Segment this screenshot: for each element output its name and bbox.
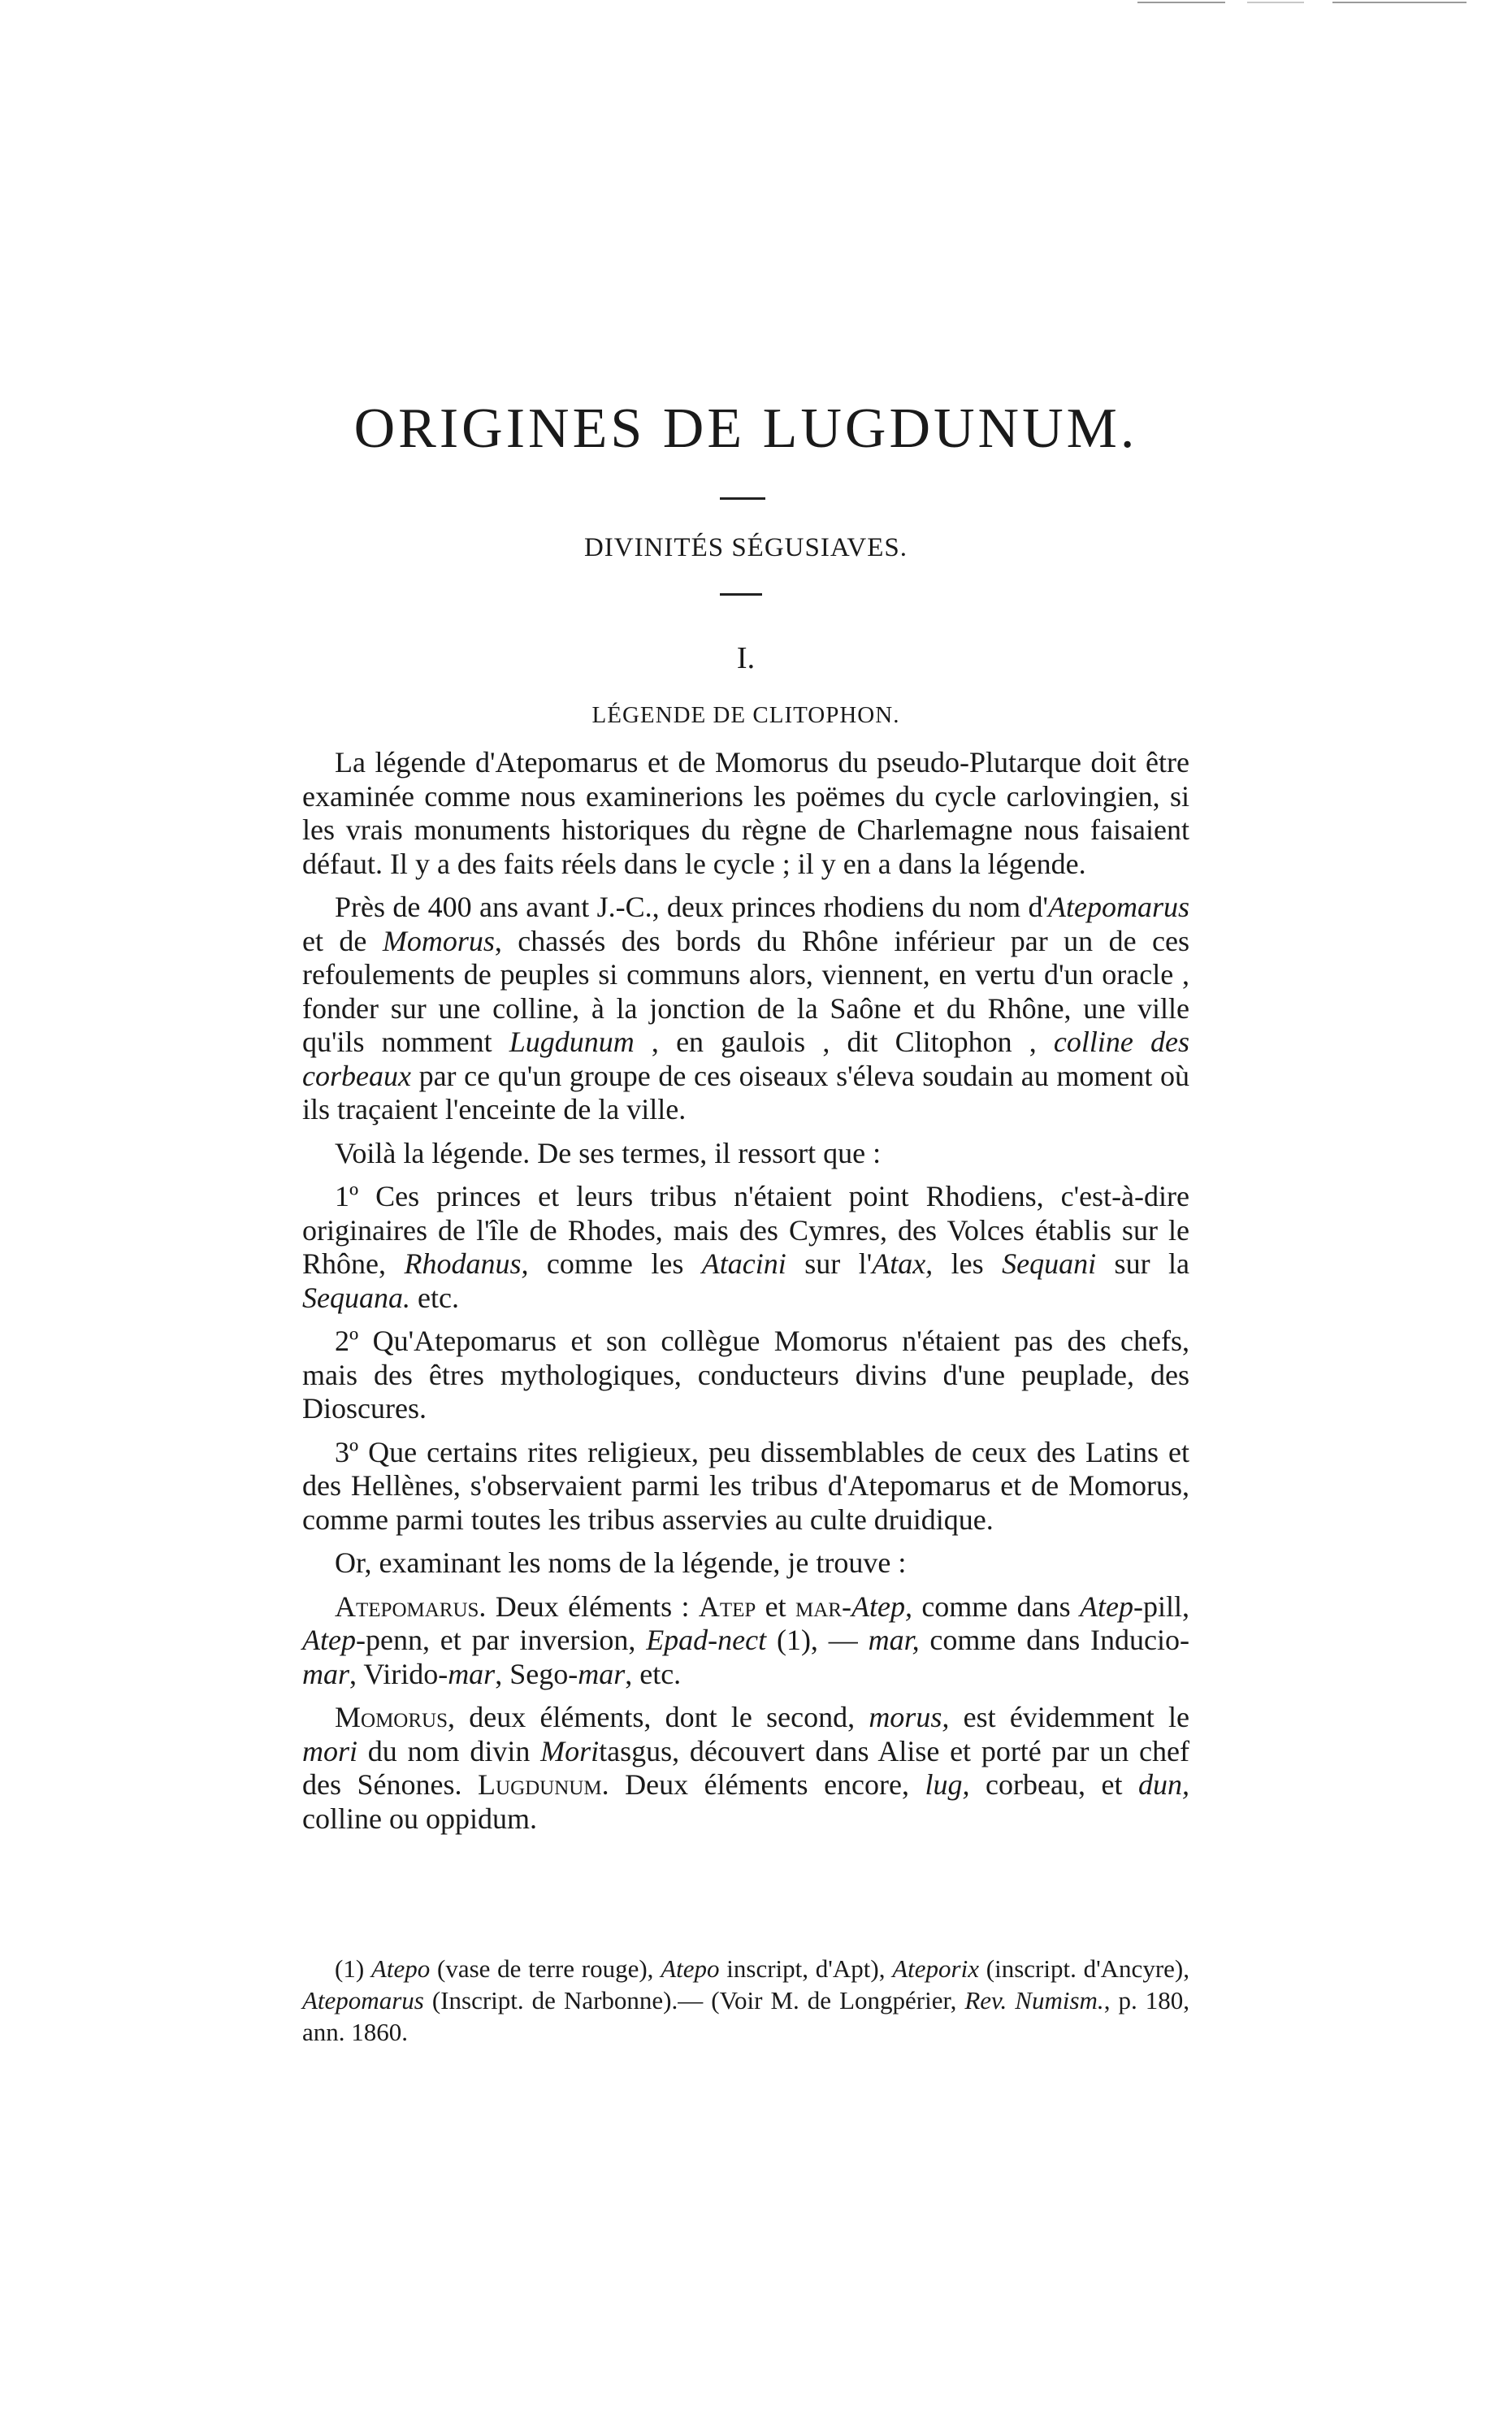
- text-run: 3º Que certains rites religieux, peu dissemblables de ceux des Latins et des Hellènes, s'observaient parmi les tribus d'Atepomarus et de Momorus, comme parmi toutes les tribus asservies au culte druidique.: [302, 1435, 1189, 1536]
- small-caps-term: Atep: [698, 1589, 756, 1623]
- italic-term: Lugdunum: [509, 1026, 635, 1058]
- text-run: (Inscript. de Narbonne).— (Voir M. de Longpérier,: [423, 1986, 965, 2014]
- text-run: par ce qu'un groupe de ces oiseaux s'éleva soudain au moment où ils traçaient l'enceinte de la ville.: [302, 1059, 1189, 1125]
- italic-term: dun,: [1138, 1768, 1189, 1801]
- italic-term: Rhodanus,: [404, 1247, 529, 1280]
- subtitle: DIVINITÉS SÉGUSIAVES.: [583, 533, 908, 562]
- paragraph-p1: [302, 746, 1189, 881]
- italic-term: Mori: [540, 1734, 600, 1767]
- footnotes: [302, 1953, 1189, 2048]
- italic-term: colline des corbeaux: [302, 1026, 1189, 1092]
- text-run: comme dans Inducio-: [919, 1624, 1189, 1656]
- text-run: , chassés des bords du Rhône inférieur par un de ces refoulements de peuples si communs alors, viennent, en vertu d'un oracle , fonder sur une colline, à la jonction de la Saône et du Rhône, une ville qu'ils nomment: [302, 924, 1190, 1058]
- text-run: La légende d'Atepomarus et de Momorus du pseudo-Plutarque doit être examinée comme nous examinerions les poëmes du cycle carlovingien, si les vrais monuments historiques du règne de Charlemagne nous faisaient défaut. Il y a des faits réels dans le cycle ; il y en a dans la légende.: [302, 746, 1189, 880]
- paragraph-p2: [302, 891, 1189, 1127]
- italic-term: morus,: [869, 1701, 950, 1733]
- italic-term: Epad-nect: [646, 1624, 767, 1656]
- text-run: comme dans: [912, 1589, 1081, 1623]
- text-run: 1º Ces princes et leurs tribus n'étaient point Rhodiens, c'est-à-dire originaires de l'île de Rhodes, mais des Cymres, des Volces établis sur le Rhône,: [302, 1180, 1189, 1280]
- text-run: , en gaulois , dit Clitophon ,: [634, 1026, 1054, 1058]
- body-text: [302, 746, 1189, 1845]
- text-run: -: [841, 1589, 851, 1623]
- text-run: deux éléments, dont le second,: [454, 1701, 869, 1733]
- italic-term: mar: [302, 1657, 350, 1690]
- italic-term: mar,: [868, 1624, 920, 1656]
- text-run: , Sego-: [495, 1657, 578, 1690]
- text-run: comme les: [528, 1247, 702, 1280]
- text-run: tasgus, découvert dans Alise et porté par un chef des Sénones.: [302, 1734, 1189, 1801]
- italic-term: Sequani: [1002, 1247, 1097, 1280]
- top-edge-rule-right: [1332, 2, 1467, 3]
- italic-term: mar: [448, 1657, 496, 1690]
- italic-term: Atepomarus: [1048, 891, 1189, 923]
- text-run: et de: [302, 924, 383, 957]
- small-caps-term: Lugdunum.: [478, 1768, 609, 1801]
- text-run: colline ou oppidum.: [302, 1802, 537, 1835]
- italic-term: Atepomarus: [302, 1986, 424, 2014]
- page-title: ORIGINES DE LUGDUNUM.: [353, 397, 1138, 460]
- text-run: est évidemment le: [949, 1701, 1189, 1733]
- text-run: Voilà la légende. De ses termes, il ressort que :: [335, 1136, 882, 1169]
- text-run: -penn, et par inversion,: [355, 1624, 647, 1656]
- italic-term: Sequana.: [302, 1281, 410, 1314]
- text-run: (1): [335, 1954, 371, 1983]
- text-run: Deux éléments encore,: [609, 1768, 925, 1801]
- italic-term: Atax,: [872, 1247, 934, 1280]
- text-run: sur l': [786, 1247, 873, 1280]
- paragraph-p6: [302, 1436, 1189, 1537]
- small-caps-term: Momorus,: [335, 1701, 455, 1733]
- text-run: , Virido-: [349, 1657, 448, 1690]
- subtitle-separator-dash: [720, 593, 762, 596]
- paragraph-p8: [302, 1590, 1189, 1692]
- text-run: les: [933, 1247, 1003, 1280]
- section-title: LÉGENDE DE CLITOPHON.: [591, 702, 900, 728]
- italic-term: Atep: [302, 1624, 356, 1656]
- italic-term: Atepo: [661, 1954, 720, 1983]
- italic-term: Atacini: [701, 1247, 786, 1280]
- small-caps-term: mar: [795, 1589, 842, 1623]
- italic-term: Rev. Numism.: [964, 1986, 1104, 2014]
- paragraph-p7: [302, 1546, 1189, 1581]
- italic-term: Atepo: [370, 1954, 431, 1983]
- top-edge-rule-left: [1137, 2, 1225, 3]
- text-run: 2º Qu'Atepomarus et son collègue Momorus n'étaient pas des chefs, mais des êtres mythologiques, conducteurs divins d'une peuplade, des Dioscures.: [302, 1325, 1189, 1425]
- section-number: I.: [736, 641, 756, 675]
- text-run: -pill,: [1133, 1589, 1189, 1623]
- small-caps-term: Atepomarus.: [335, 1589, 487, 1623]
- text-run: Deux éléments :: [486, 1589, 699, 1623]
- text-run: (vase de terre rouge),: [430, 1954, 661, 1983]
- text-run: du nom divin: [357, 1734, 541, 1767]
- italic-term: Momorus: [382, 924, 495, 957]
- paragraph-p3: [302, 1137, 1189, 1171]
- italic-term: Atep: [1080, 1589, 1133, 1623]
- text-run: Or, examinant les noms de la légende, je trouve :: [335, 1546, 907, 1579]
- text-run: corbeau, et: [969, 1768, 1138, 1801]
- text-run: et: [756, 1589, 795, 1623]
- italic-term: Ateporix: [892, 1954, 979, 1983]
- text-run: Près de 400 ans avant J.-C., deux princes rhodiens du nom d': [335, 891, 1048, 923]
- footnote-fn1: [302, 1953, 1189, 2048]
- italic-term: lug,: [925, 1768, 970, 1801]
- italic-term: Atep,: [851, 1589, 912, 1623]
- text-run: etc.: [409, 1281, 459, 1314]
- top-edge-rule-middle: [1247, 2, 1304, 3]
- text-run: , p. 180, ann. 1860.: [302, 1986, 1189, 2046]
- text-run: , etc.: [625, 1657, 682, 1690]
- text-run: (1), —: [766, 1624, 869, 1656]
- text-run: (inscript. d'Ancyre),: [978, 1954, 1189, 1983]
- italic-term: mar: [578, 1657, 626, 1690]
- text-run: sur la: [1096, 1247, 1189, 1280]
- text-run: inscript, d'Apt),: [719, 1954, 893, 1983]
- paragraph-p9: [302, 1701, 1189, 1836]
- italic-term: mori: [302, 1734, 358, 1767]
- paragraph-p4: [302, 1180, 1189, 1315]
- title-separator-dash: [720, 497, 765, 500]
- paragraph-p5: [302, 1325, 1189, 1426]
